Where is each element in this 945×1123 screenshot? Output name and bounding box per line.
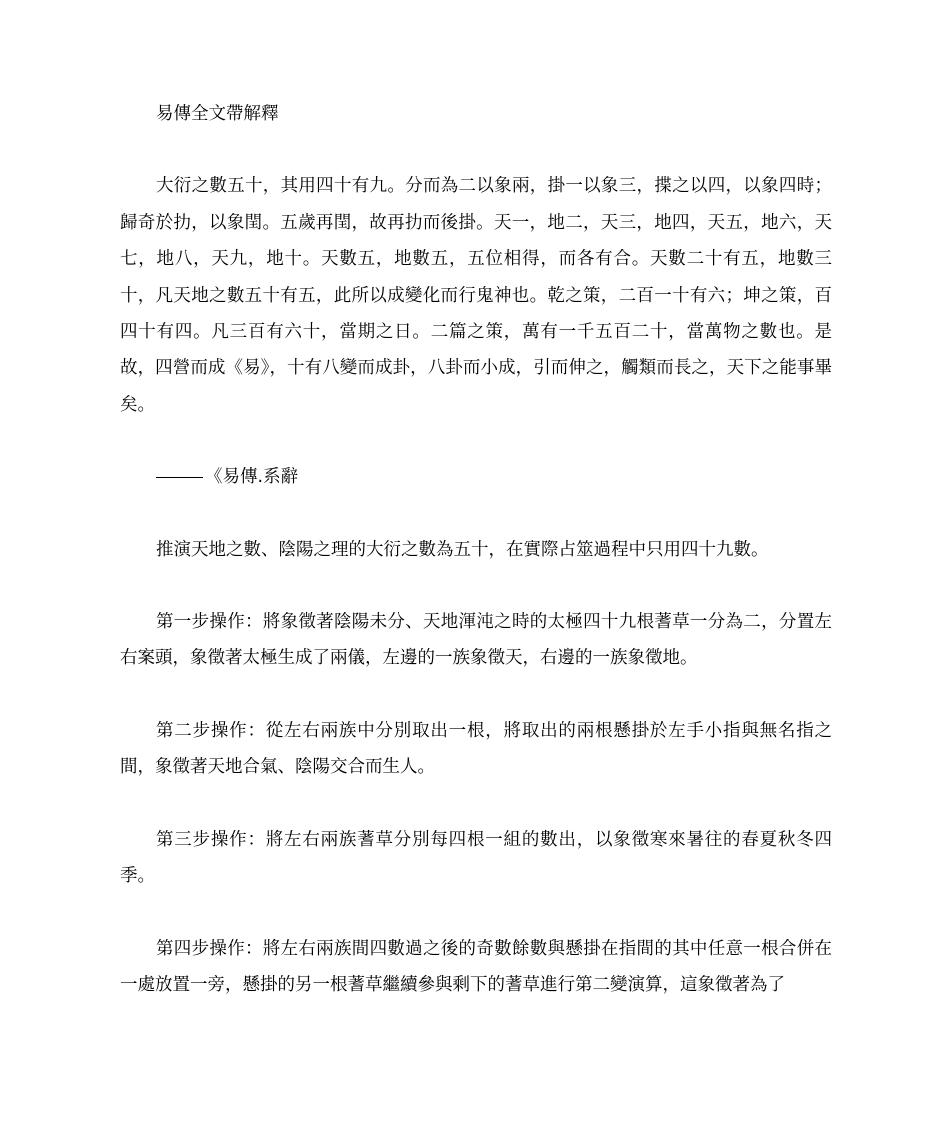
source-text: 《易傳.系辭 [205,467,299,488]
citation-underline [156,477,203,478]
explanation-paragraph: 推演天地之數、陰陽之理的大衍之數為五十，在實際占筮過程中只用四十九數。 [156,539,769,560]
explanation-paragraph: 第四步操作：將左右兩族間四數過之後的奇數餘數與懸掛在指間的其中任意一根合併在一處放置一旁，懸掛的另一根蓍草繼續參與剩下的蓍草進行第二變演算，這象徵著為了 [120,938,832,995]
document-title: 易傳全文帶解釋 [156,104,279,124]
explanation-paragraph: 第三步操作：將左右兩族蓍草分別每四根一組的數出，以象徵寒來暑往的春夏秋冬四季。 [120,829,832,887]
explanation-paragraph: 第二步操作：從左右兩族中分別取出一根，將取出的兩根懸掛於左手小指與無名指之間，象徵著天地合氣、陰陽交合而生人。 [120,720,832,778]
explanation-paragraph: 第一步操作：將象徵著陰陽未分、天地渾沌之時的太極四十九根蓍草一分為二，分置左右案頭，象徵著太極生成了兩儀，左邊的一族象徵天，右邊的一族象徵地。 [120,612,832,669]
source-citation [120,459,832,495]
document-page [120,96,832,1039]
classical-text-paragraph: 大衍之數五十，其用四十有九。分而為二以象兩，掛一以象三，揲之以四，以象四時；歸奇於扐，以象閏。五歲再閏，故再扐而後掛。天一，地二，天三，地四，天五，地六，天七，地八，天九，地十。天數五，地數五，五位相得，而各有合。天數二十有五，地數三十，凡天地之數五十有五，此所以成變化而行鬼神也。乾之策，二百一十有六；坤之策，百四十有四。凡三百有六十，當期之日。二篇之策，萬有一千五百二十，當萬物之數也。是故，四營而成《易》，十有八變而成卦，八卦而小成，引而伸之，觸類而長之，天下之能事畢矣。 [120,176,832,415]
